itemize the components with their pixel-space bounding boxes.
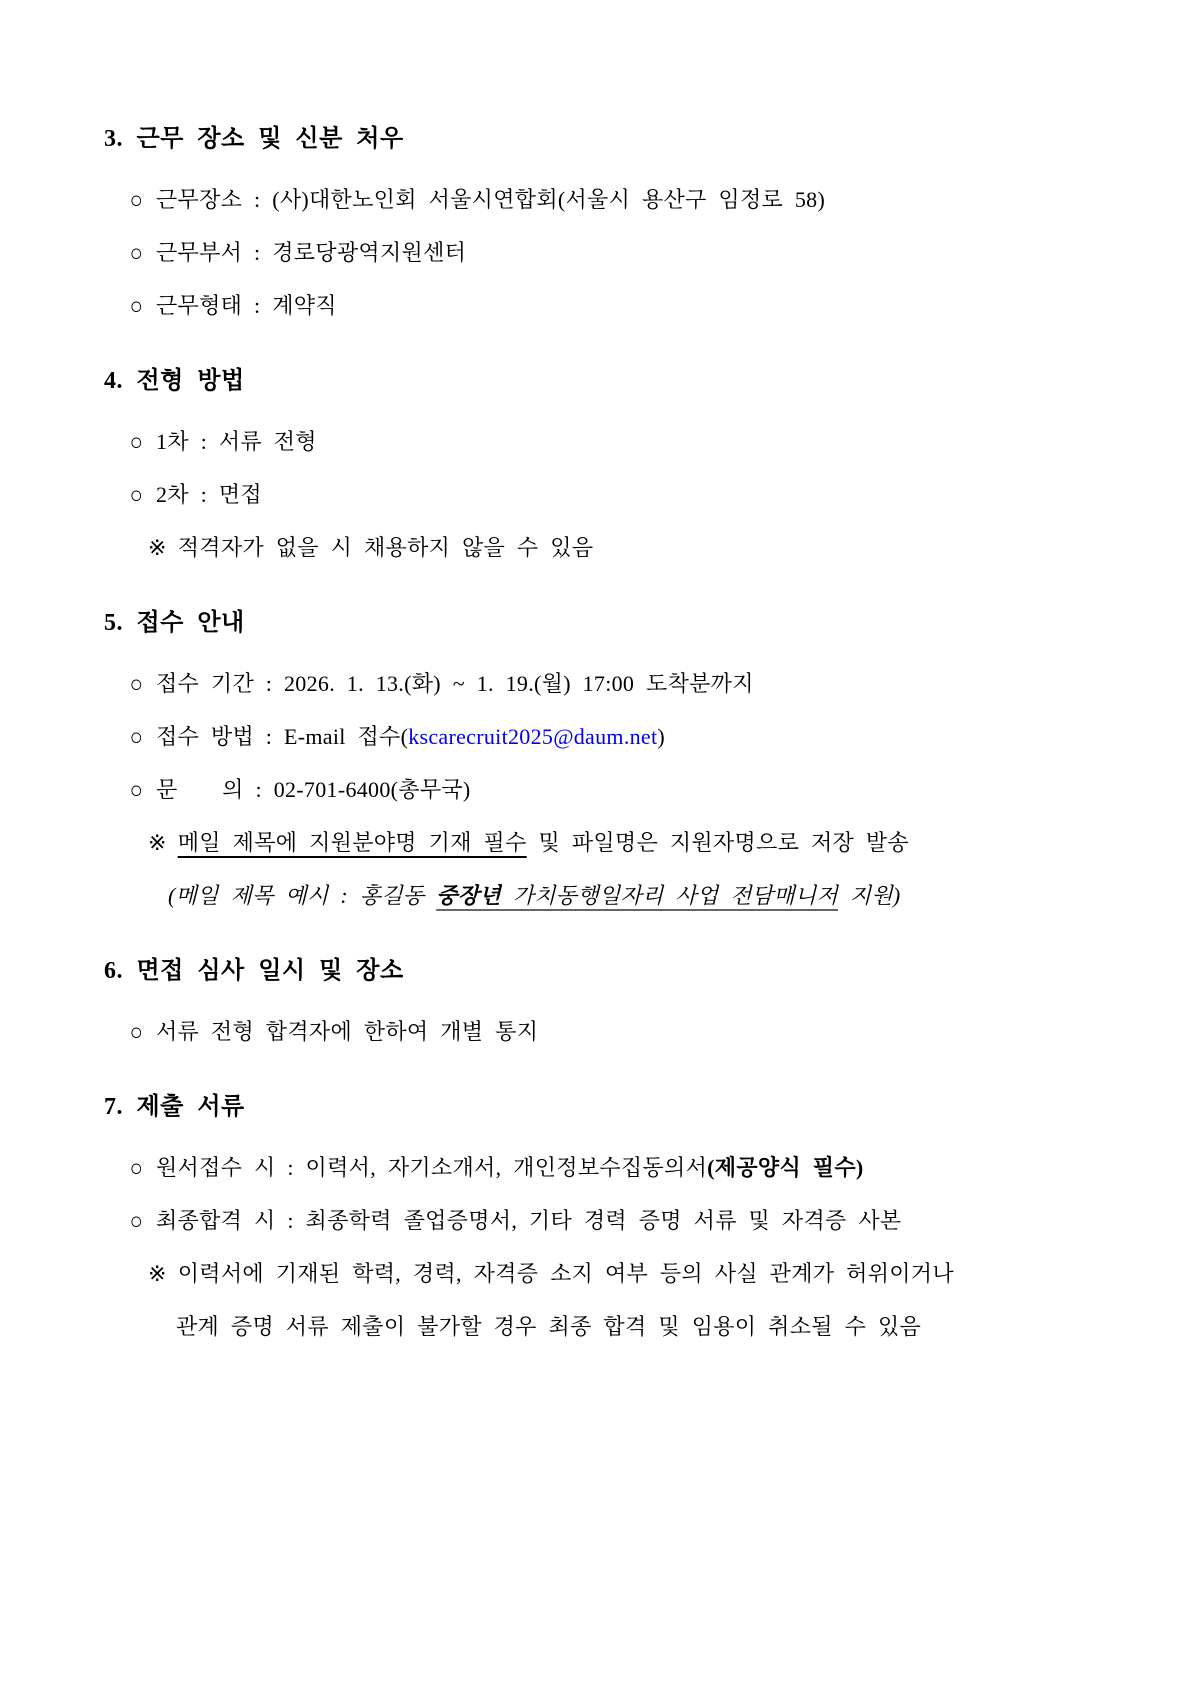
section-documents-heading: 7. 제출 서류 [104, 1094, 245, 1120]
circle-bullet-icon: ○ [129, 186, 144, 214]
note-mail-subject-underlined: 메일 제목에 지원분야명 기재 필수 [177, 830, 527, 855]
item-first-round [104, 426, 1120, 458]
circle-bullet-icon: ○ [129, 1154, 144, 1182]
item-first-round-text: 1차 : 서류 전형 [155, 429, 317, 454]
item-application-method-suffix: ) [657, 724, 666, 749]
item-interview-notice [104, 1016, 1120, 1048]
note-no-hire-text: 적격자가 없을 시 채용하지 않을 수 있음 [177, 535, 594, 560]
circle-bullet-icon: ○ [129, 723, 144, 751]
item-second-round [104, 479, 1120, 511]
reference-mark-icon: ※ [148, 1261, 167, 1286]
circle-bullet-icon: ○ [129, 776, 144, 804]
section-interview-heading: 6. 면접 심사 일시 및 장소 [104, 958, 404, 984]
note-falsehood-line2 [104, 1311, 1120, 1343]
circle-bullet-icon: ○ [129, 481, 144, 509]
item-documents-form-required-bold: (제공양식 필수) [707, 1155, 864, 1180]
section-interview-info [104, 954, 1120, 1048]
item-workplace-text: 근무장소 : (사)대한노인회 서울시연합회(서울시 용산구 임정로 58) [155, 187, 826, 212]
item-documents-on-application-text: 원서접수 시 : 이력서, 자기소개서, 개인정보수집동의서 [155, 1155, 708, 1180]
item-contact-text: 문 의 : 02-701-6400(총무국) [155, 777, 471, 802]
circle-bullet-icon: ○ [129, 1207, 144, 1235]
circle-bullet-icon: ○ [129, 239, 144, 267]
example-suffix: 지원) [838, 883, 901, 908]
note-no-hire [104, 532, 1120, 564]
note-mail-subject [104, 827, 1120, 859]
section-application-heading: 5. 접수 안내 [104, 610, 245, 636]
document-content [104, 122, 1120, 1364]
example-position-bold: 중장년 [436, 883, 501, 908]
item-employment-type [104, 290, 1120, 322]
mail-subject-example [104, 880, 1120, 912]
item-application-method-prefix: 접수 방법 : E-mail 접수( [155, 724, 409, 749]
reference-mark-icon: ※ [148, 535, 167, 560]
application-email-link[interactable]: kscarecruit2025@daum.net [408, 724, 658, 749]
circle-bullet-icon: ○ [129, 292, 144, 320]
note-mail-subject-rest: 및 파일명은 지원자명으로 저장 발송 [526, 830, 909, 855]
section-required-documents [104, 1090, 1120, 1343]
item-documents-on-final-pass [104, 1205, 1120, 1237]
note-falsehood-line1-text: 이력서에 기재된 학력, 경력, 자격증 소지 여부 등의 사실 관계가 허위이거나 [177, 1261, 954, 1286]
item-application-method [104, 721, 1120, 753]
section-work-heading: 3. 근무 장소 및 신분 처우 [104, 126, 404, 152]
section-work-conditions [104, 122, 1120, 322]
section-selection-method [104, 364, 1120, 564]
circle-bullet-icon: ○ [129, 1018, 144, 1046]
item-workplace [104, 184, 1120, 216]
item-department-text: 근무부서 : 경로당광역지원센터 [155, 240, 467, 265]
example-position-rest: 가치동행일자리 사업 전담매니저 [500, 883, 839, 908]
circle-bullet-icon: ○ [129, 428, 144, 456]
item-contact [104, 774, 1120, 806]
item-application-period [104, 668, 1120, 700]
item-documents-on-final-pass-text: 최종합격 시 : 최종학력 졸업증명서, 기타 경력 증명 서류 및 자격증 사본 [155, 1208, 902, 1233]
section-selection-heading: 4. 전형 방법 [104, 368, 245, 394]
item-employment-type-text: 근무형태 : 계약직 [155, 293, 337, 318]
item-documents-on-application [104, 1152, 1120, 1184]
reference-mark-icon: ※ [148, 830, 167, 855]
note-falsehood-line1 [104, 1258, 1120, 1290]
note-falsehood-line2-text: 관계 증명 서류 제출이 불가할 경우 최종 합격 및 임용이 취소될 수 있음 [176, 1314, 922, 1339]
example-prefix: (메일 제목 예시 : 홍길동 [168, 883, 437, 908]
circle-bullet-icon: ○ [129, 670, 144, 698]
section-application-info [104, 606, 1120, 912]
item-second-round-text: 2차 : 면접 [155, 482, 262, 507]
item-application-period-text: 접수 기간 : 2026. 1. 13.(화) ~ 1. 19.(월) 17:00 도착분까지 [155, 671, 754, 696]
item-department [104, 237, 1120, 269]
item-interview-notice-text: 서류 전형 합격자에 한하여 개별 통지 [155, 1019, 539, 1044]
